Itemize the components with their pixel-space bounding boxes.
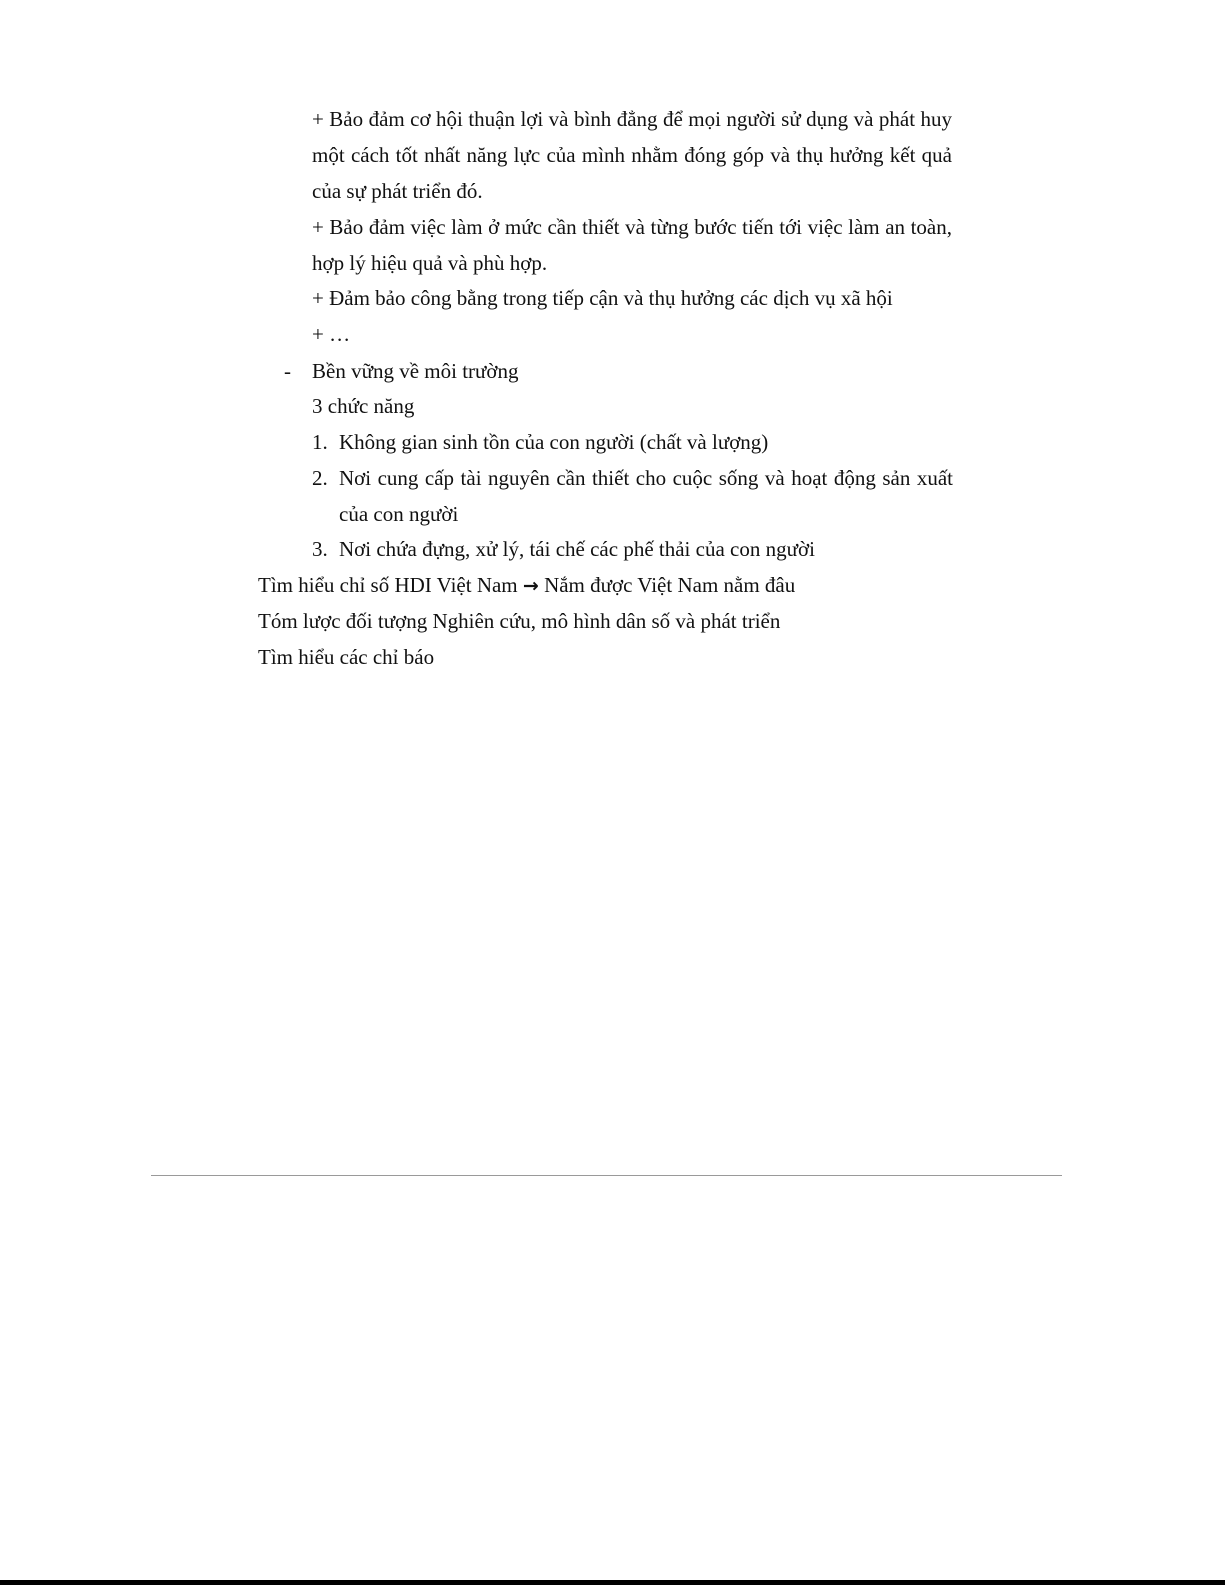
list-item-2-line-1: Nơi cung cấp tài nguyên cần thiết cho cuộc sống và hoạt động sản xuất bbox=[339, 466, 953, 490]
note-hdi-text-after: Nắm được Việt Nam nằm đâu bbox=[538, 573, 796, 597]
arrow-right-icon: → bbox=[522, 575, 539, 597]
note-hdi-vietnam bbox=[258, 570, 795, 601]
paragraph-social-services: + Đảm bảo công bằng trong tiếp cận và thụ hưởng các dịch vụ xã hội bbox=[312, 286, 893, 310]
note-hdi-text-before: Tìm hiểu chỉ số HDI Việt Nam bbox=[258, 573, 523, 597]
paragraph-equal-opportunity-line-2: một cách tốt nhất năng lực của mình nhằm đóng góp và thụ hưởng kết quả bbox=[312, 143, 952, 167]
dash-bullet: - bbox=[284, 359, 291, 383]
list-number-1: 1. bbox=[312, 430, 328, 454]
paragraph-ellipsis: + … bbox=[312, 322, 351, 346]
paragraph-equal-opportunity-line-1: + Bảo đảm cơ hội thuận lợi và bình đẳng để mọi người sử dụng và phát huy bbox=[312, 107, 952, 131]
list-item-3: Nơi chứa đựng, xử lý, tái chế các phế thải của con người bbox=[339, 537, 815, 561]
list-item-1: Không gian sinh tồn của con người (chất và lượng) bbox=[339, 430, 769, 454]
paragraph-employment-line-2: hợp lý hiệu quả và phù hợp. bbox=[312, 251, 548, 275]
note-indicators: Tìm hiểu các chỉ báo bbox=[258, 645, 435, 669]
page-bottom-edge bbox=[0, 1580, 1225, 1585]
paragraph-equal-opportunity-line-3: của sự phát triển đó. bbox=[312, 179, 483, 203]
paragraph-employment-line-1: + Bảo đảm việc làm ở mức cần thiết và từng bước tiến tới việc làm an toàn, bbox=[312, 215, 952, 239]
section-title-environment: Bền vững về môi trường bbox=[312, 359, 519, 383]
list-item-2-line-2: của con người bbox=[339, 502, 459, 526]
section-subtitle-functions: 3 chức năng bbox=[312, 394, 415, 418]
note-research-summary: Tóm lược đối tượng Nghiên cứu, mô hình dân số và phát triển bbox=[258, 609, 781, 633]
list-number-3: 3. bbox=[312, 537, 328, 561]
page-break-rule bbox=[151, 1175, 1062, 1176]
list-number-2: 2. bbox=[312, 466, 328, 490]
